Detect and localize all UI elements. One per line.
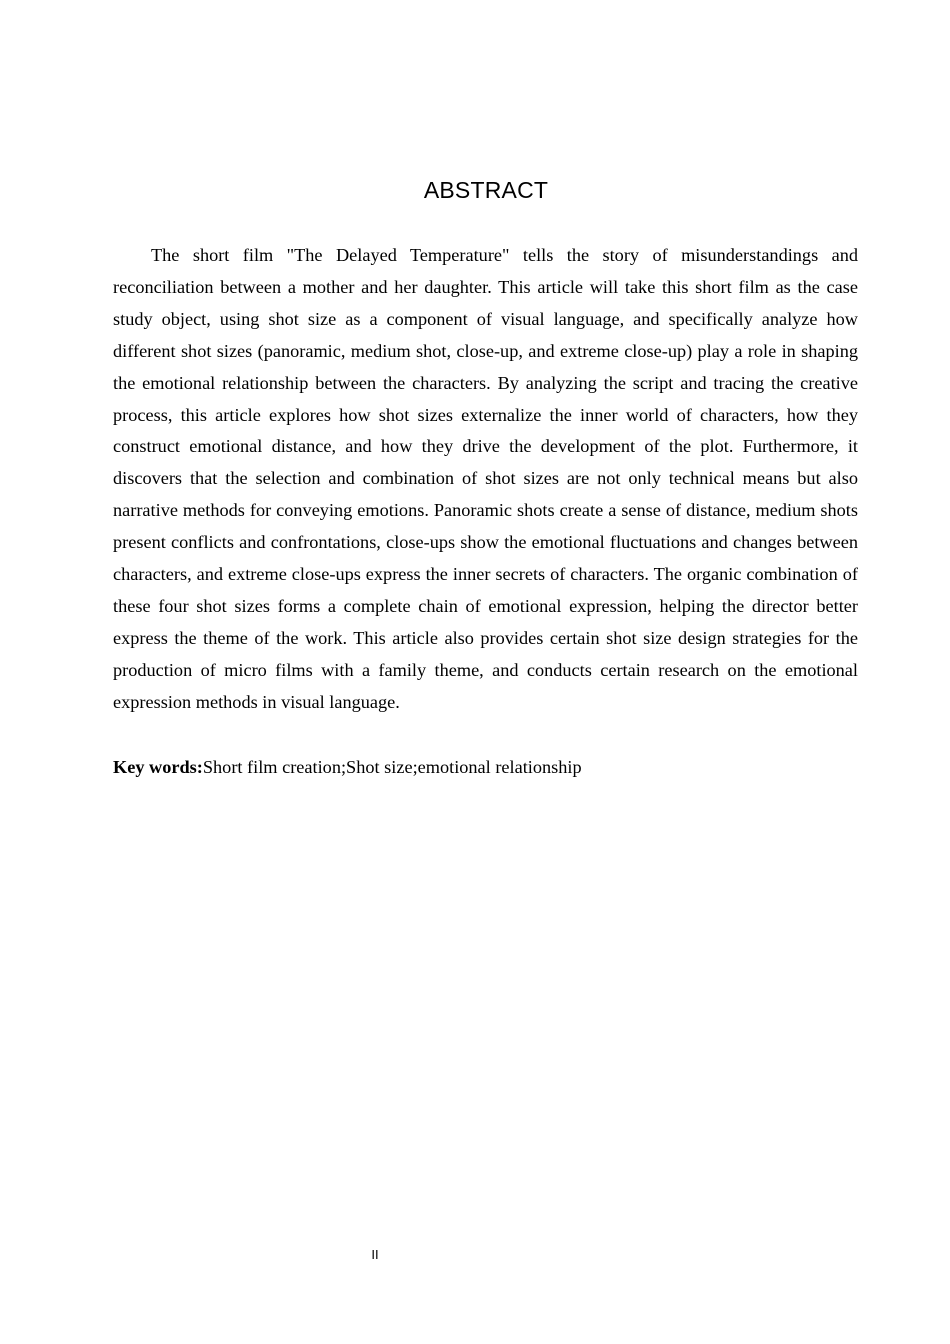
abstract-body: The short film "The Delayed Temperature" tells the story of misunderstandings and reconciliation between a mother and her daughter. This article will take this short film as the case study object, using shot size as a component of visual language, and specifically analyze how different shot sizes (panoramic, medium shot, close-up, and extreme close-up) play a role in shaping the emotional relationship between the characters. By analyzing the script and tracing the creative process, this article explores how shot sizes externalize the inner world of characters, how they construct emotional distance, and how they drive the development of the plot. Furthermore, it discovers that the selection and combination of shot sizes are not only technical means but also narrative methods for conveying emotions. Panoramic shots create a sense of distance, medium shots present conflicts and confrontations, close-ups show the emotional fluctuations and changes between characters, and extreme close-ups express the inner secrets of characters. The organic combination of these four shot sizes forms a complete chain of emotional expression, helping the director better express the theme of the work. This article also provides certain shot size design strategies for the production of micro films with a family theme, and conducts certain research on the emotional expression methods in visual language. (113, 245, 858, 712)
abstract-title: ABSTRACT (423, 177, 549, 203)
keywords-label: Key words: (113, 757, 203, 777)
keywords-text: Short film creation;Shot size;emotional relationship (202, 757, 582, 777)
keywords-line (113, 752, 858, 783)
page-number: II (371, 1247, 379, 1262)
